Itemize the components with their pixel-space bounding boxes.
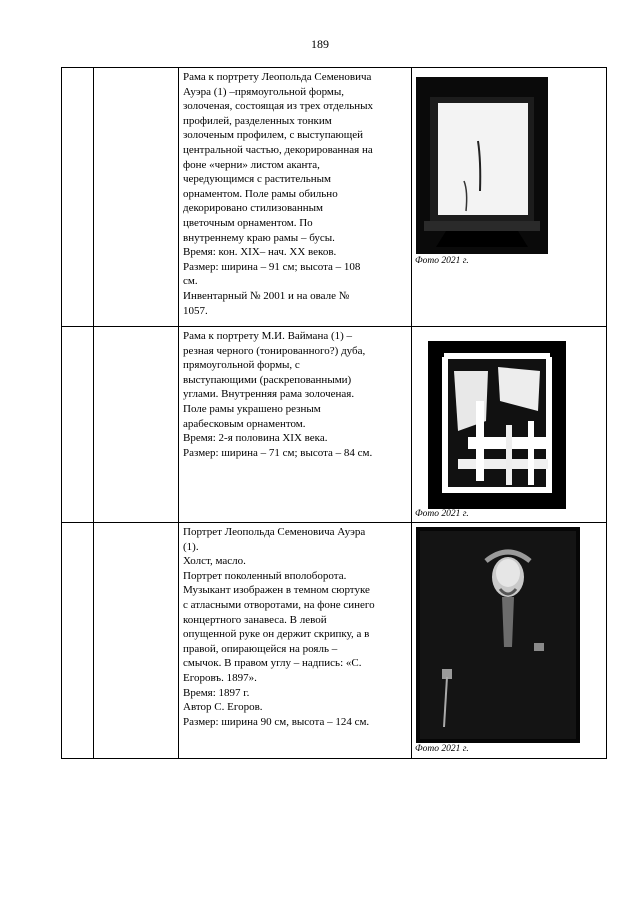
number-cell [62,327,94,523]
description-line: концертного занавеса. В левой [183,613,327,626]
description-line: Портрет Леопольда Семеновича Ауэра [183,526,366,538]
inventory-table [61,67,607,759]
photo-caption: Фото 2021 г. [415,256,469,266]
description-line: Рама к портрету М.И. Ваймана (1) – [183,330,353,342]
index-cell [94,68,179,327]
description-line: арабесковым орнаментом. [183,417,306,430]
photo-caption: Фото 2021 г. [415,509,469,519]
description-line: углами. Внутренняя рама золоченая. [183,388,355,401]
description-cell [179,523,412,759]
description-line: Холст, масло. [183,555,246,568]
description-line: Время: кон. XIX– нач. XX веков. [183,246,337,259]
description-line: Размер: ширина 90 см, высота – 124 см. [183,715,370,728]
index-cell [94,523,179,759]
photo-cell [412,327,607,523]
description-line: Портрет поколенный вполоборота. [183,569,347,582]
description-line: Размер: ширина – 71 см; высота – 84 см. [183,446,373,459]
description-line: 1057. [183,304,208,317]
description-line: золоченым профилем, с выступающей [183,129,363,142]
frame-photo [416,71,548,254]
description-line: Ауэра (1) –прямоугольной формы, [183,85,344,98]
description-line: правой, опирающейся на рояль – [183,642,338,655]
table-row [62,523,607,759]
description-line: орнаментом. Поле рамы обильно [183,187,338,200]
description-line: Музыкант изображен в темном сюртуке [183,584,370,597]
page-number: 189 [311,37,329,51]
description-line: Инвентарный № 2001 и на овале № [183,289,350,302]
description-cell [179,68,412,327]
number-cell [62,523,94,759]
description-line: Рама к портрету Леопольда Семеновича [183,71,372,83]
description-line: Время: 1897 г. [183,686,250,699]
description-line: Егоровъ. 1897». [183,671,257,684]
description-line: Размер: ширина – 91 см; высота – 108 [183,260,361,273]
description-line: прямоугольной формы, с [183,359,300,372]
description-line: чередующимся с растительным [183,173,332,186]
photo-caption: Фото 2021 г. [415,744,469,754]
description-line: внутреннему краю рамы – бусы. [183,231,335,244]
index-cell [94,327,179,523]
table-row [62,68,607,327]
description-line: профилей, разделенных тонким [183,114,332,127]
description-line: декорировано стилизованным [183,202,324,215]
description-line: Автор С. Егоров. [183,701,263,714]
description-cell [179,327,412,523]
description-line: фоне «черни» листом аканта, [183,158,320,171]
description-line: золоченая, состоящая из трех отдельных [183,100,373,113]
description-line: опущенной руке он держит скрипку, а в [183,628,370,641]
photo-cell [412,523,607,759]
description-line: с атласными отворотами, на фоне синего [183,598,375,611]
portrait-photo [416,527,580,743]
description-line: центральной частью, декорированная на [183,143,373,156]
photo-cell [412,68,607,327]
description-line: выступающими (раскрепованными) [183,373,352,386]
description-line: цветочным орнаментом. По [183,216,313,229]
table-row [62,327,607,523]
description-line: (1). [183,540,199,553]
description-line: Время: 2-я половина XIX века. [183,432,328,445]
description-line: резная черного (тонированного?) дуба, [183,344,366,357]
description-line: смычок. В правом углу – надпись: «С. [183,657,362,670]
frame-photo [428,341,566,509]
number-cell [62,68,94,327]
description-line: Поле рамы украшено резным [183,402,321,415]
description-line: см. [183,275,198,288]
